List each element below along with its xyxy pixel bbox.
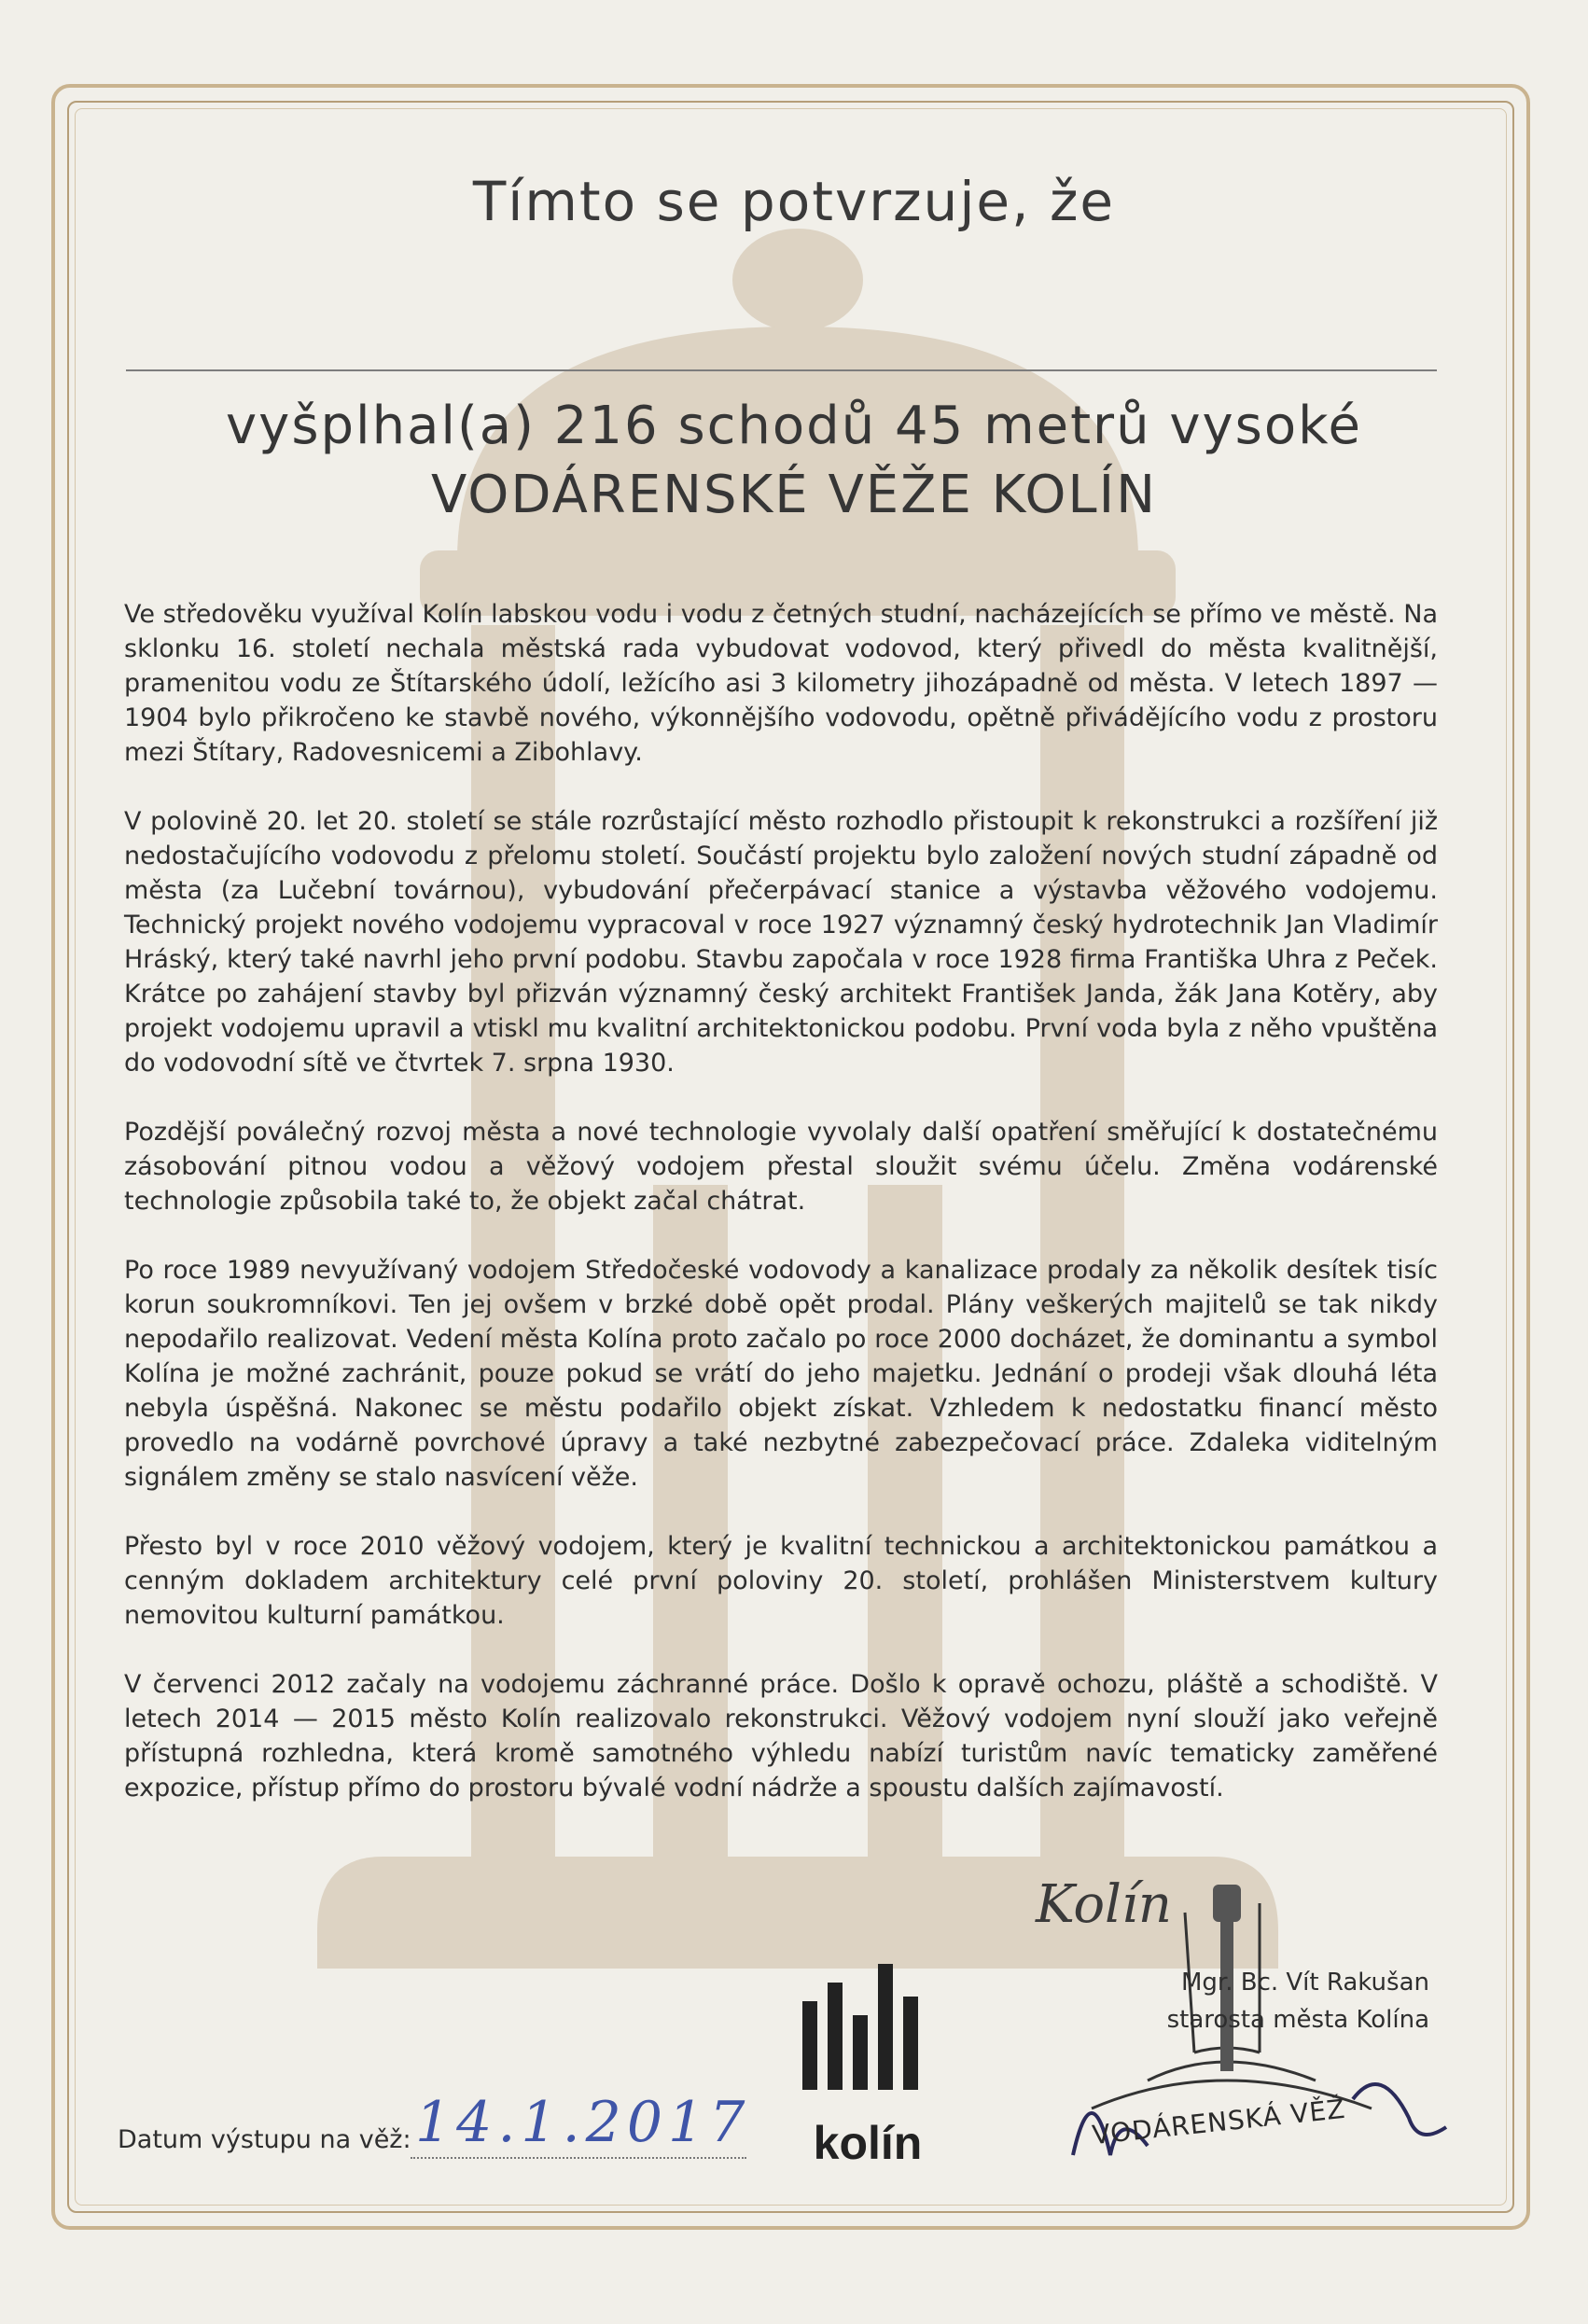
paragraph: Pozdější poválečný rozvoj města a nové technologie vyvolaly další opatření směřující k dostatečnému zásobování pitnou vodou a věžový vodojem přestal sloužit svému účelu. Změna vodárenské technologie způsobila také to, že objekt začal chátrat. bbox=[124, 1118, 1438, 1216]
date-value: 14.1.2017 bbox=[415, 2090, 751, 2155]
signer-block bbox=[1167, 1964, 1429, 2039]
history-text bbox=[124, 597, 1438, 1840]
headline-line-2: VODÁRENSKÉ VĚŽE KOLÍN bbox=[430, 465, 1158, 525]
kolin-logo-text: kolín bbox=[813, 2117, 923, 2169]
paragraph: Po roce 1989 nevyužívaný vodojem Středočeské vodovody a kanalizace prodaly za několik desítek tisíc korun soukromníkovi. Ten jej ovšem v brzké době opět prodal. Plány veškerých majitelů se tak nikdy nepodařilo realizovat. Vedení města Kolína proto začalo po roce 2000 docházet, že dominantu a symbol Kolína je možné zachránit, pouze pokud se vrátí do jeho majetku. Jednání o prodeji však dlouhá léta nebyla úspěšná. Nakonec se městu podařilo objekt získat. Vzhledem k nedostatku financí město provedlo na vodárně povrchové úpravy a také nezbytné zabezpečovací práce. Zdaleka viditelným signálem změny se stalo nasvícení věže. bbox=[124, 1256, 1438, 1492]
paragraph: Ve středověku využíval Kolín labskou vodu i vodu z četných studní, nacházejících se přímo ve městě. Na sklonku 16. století nechala městská rada vybudovat vodovod, který přivedl do města kvalitnější, pramenitou vodu ze Štítarského údolí, ležícího asi 3 kilometry jihozápadně od města. V letech 1897 — 1904 bylo přikročeno ke stavbě nového, výkonnějšího vodovodu, opětně přivádějícího vodu z prostoru mezi Štítary, Radovesnicemi a Zibohlavy. bbox=[124, 600, 1438, 767]
signature-script: Kolín bbox=[1036, 1874, 1172, 1935]
headline-line-1: vyšplhal(a) 216 schodů 45 metrů vysoké bbox=[226, 396, 1362, 456]
certificate-intro: Tímto se potvrzuje, že bbox=[472, 170, 1116, 233]
stamp-text: VODÁRENSKÁ VĚŽ bbox=[1091, 2093, 1347, 2151]
paragraph: Přesto byl v roce 2010 věžový vodojem, který je kvalitní technickou a architektonickou památkou a cenným dokladem architektury celé první poloviny 20. století, prohlášen Ministerstvem kultury nemovitou kulturní památkou. bbox=[124, 1532, 1438, 1630]
divider-line bbox=[126, 369, 1437, 371]
date-line bbox=[411, 2157, 746, 2159]
signer-title: starosta města Kolína bbox=[1166, 2006, 1429, 2034]
certificate-headline bbox=[0, 392, 1588, 530]
signer-name: Mgr. Bc. Vít Rakušan bbox=[1180, 1969, 1429, 1997]
date-label: Datum výstupu na věž: bbox=[118, 2125, 411, 2154]
paragraph: V červenci 2012 začaly na vodojemu záchranné práce. Došlo k opravě ochozu, pláště a schodiště. V letech 2014 — 2015 město Kolín realizovalo rekonstrukci. Věžový vodojem nyní slouží jako veřejně přístupná rozhledna, která kromě samotného výhledu nabízí turistům navíc tematicky zaměřené expozice, přístup přímo do prostoru bývalé vodní nádrže a spoustu dalších zajímavostí. bbox=[124, 1670, 1438, 1802]
kolin-logo-icon bbox=[798, 1959, 938, 2108]
paragraph: V polovině 20. let 20. století se stále rozrůstající město rozhodlo přistoupit k rekonstrukci a rozšíření již nedostačujícího vodovodu z přelomu století. Součástí projektu bylo založení nových studní západně od města (za Lučební továrnou), vybudování přečerpávací stanice a výstavba věžového vodojemu. Technický projekt nového vodojemu vypracoval v roce 1927 významný český hydrotechnik Jan Vladimír Hráský, který také navrhl jeho první podobu. Stavbu započala v roce 1928 firma Františka Uhra z Peček. Krátce po zahájení stavby byl přizván významný český architekt František Janda, žák Jana Kotěry, aby projekt vodojemu upravil a vtiskl mu kvalitní architektonickou podobu. První voda byla z něho vpuštěna do vodovodní sítě ve čtvrtek 7. srpna 1930. bbox=[124, 807, 1438, 1078]
